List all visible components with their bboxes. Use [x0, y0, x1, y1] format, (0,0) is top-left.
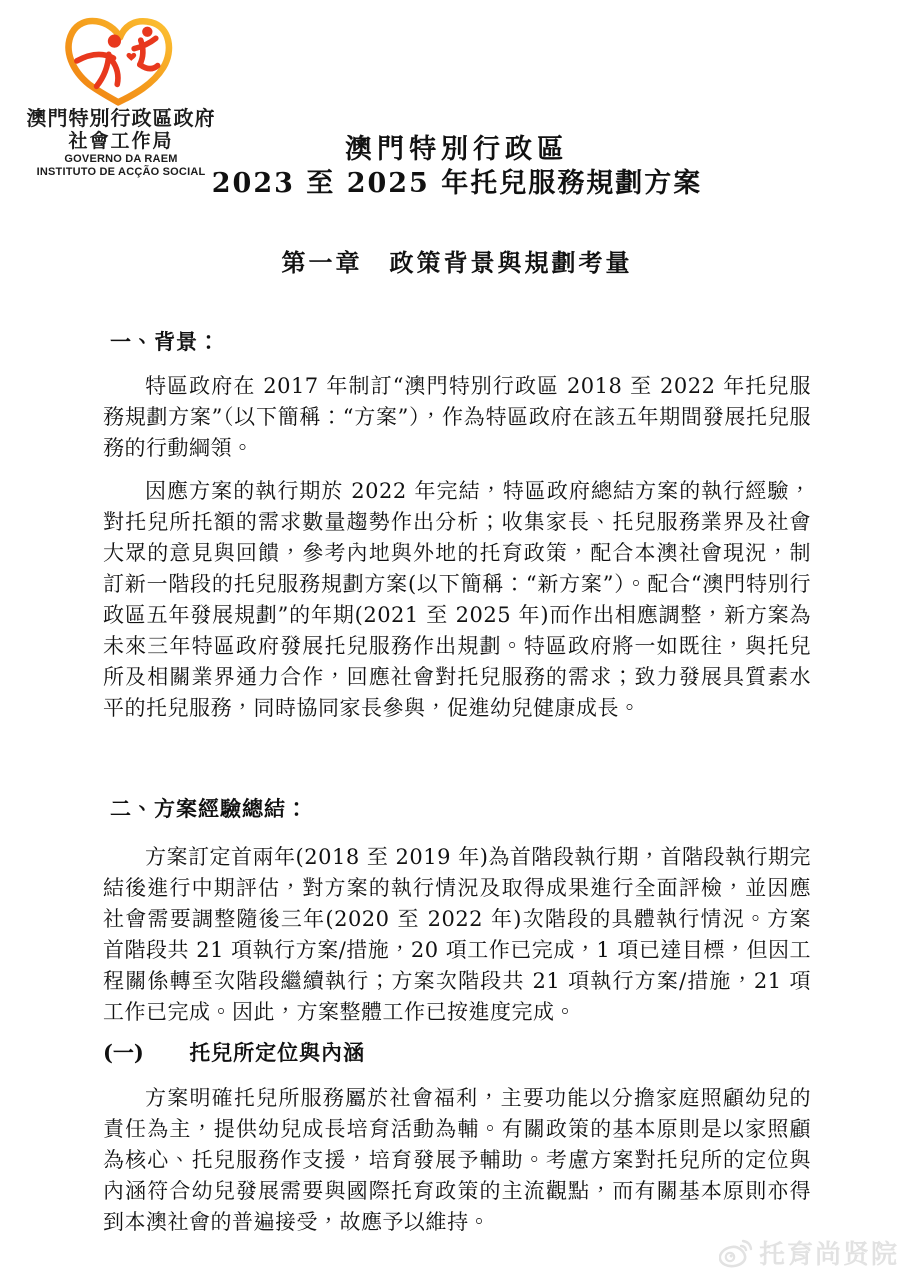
section-heading-background: 一、背景：: [110, 329, 220, 354]
org-name-zh-line1: 澳門特別行政區政府: [26, 108, 216, 130]
paragraph-background-1: 特區政府在 2017 年制訂“澳門特別行政區 2018 至 2022 年托兒服務規劃方案”（以下簡稱：“方案”），作為特區政府在該五年期間發展托兒服務的行動綱領。: [103, 374, 811, 460]
paragraph-background-2: 因應方案的執行期於 2022 年完結，特區政府總結方案的執行經驗，對托兒所托額的需求數量趨勢作出分析；收集家長、托兒服務業界及社會大眾的意見與回饋，參考內地與外地的托育政策，配合本澳社會現況，制訂新一階段的托兒服務規劃方案(以下簡稱：“新方案”）。配合“澳門特別行政區五年發展規劃”的年期(2021 至 2025 年)而作出相應調整，新方案為未來三年特區政府發展托兒服務作出規劃。特區政府將一如既往，與托兒所及相關業界通力合作，回應社會對托兒服務的需求；致力發展具質素水平的托兒服務，同時協同家長參與，促進幼兒健康成長。: [103, 479, 811, 720]
subsection-title: 托兒所定位與內涵: [189, 1040, 366, 1065]
subsection-heading: [103, 1038, 811, 1068]
document-title-line2: 2023 至 2025 年托兒服務規劃方案: [211, 168, 703, 199]
watermark: [719, 1234, 899, 1271]
watermark-text: 托育尚贤院: [758, 1240, 899, 1270]
org-name-pt-line1: GOVERNO DA RAEM: [64, 153, 178, 165]
paragraph-summary-1: 方案訂定首兩年(2018 至 2019 年)為首階段執行期，首階段執行期完結後進行中期評估，對方案的執行情況及取得成果進行全面評檢，並因應社會需要調整隨後三年(2020 至 2022 年)次階段的具體執行情況。方案首階段共 21 項執行方案/措施，20 項工作已完成，1 項已達目標，但因工程關係轉至次階段繼續執行；方案次階段共 21 項執行方案/措施，21 項工作已完成。因此，方案整體工作已按進度完成。: [103, 845, 811, 1024]
weibo-icon: [719, 1238, 753, 1268]
chapter-heading: 第一章 政策背景與規劃考量: [281, 248, 633, 277]
org-name-zh-line2: 社會工作局: [68, 131, 174, 152]
org-name-pt-line2: INSTITUTO DE ACÇÃO SOCIAL: [36, 166, 206, 178]
paragraph-subsection-1: 方案明確托兒所服務屬於社會福利，主要功能以分擔家庭照顧幼兒的責任為主，提供幼兒成長培育活動為輔。有關政策的基本原則是以家照顧為核心、托兒服務作支援，培育發展予輔助。考慮方案對托兒所的定位與內涵符合幼兒發展需要與國際托育政策的主流觀點，而有關基本原則亦得到本澳社會的普遍接受，故應予以維持。: [103, 1086, 811, 1234]
document-title: [103, 133, 811, 201]
section-heading-summary: 二、方案經驗總結：: [110, 796, 308, 821]
document-title-line1: 澳門特別行政區: [345, 134, 569, 165]
subsection-number: (一): [103, 1040, 144, 1065]
